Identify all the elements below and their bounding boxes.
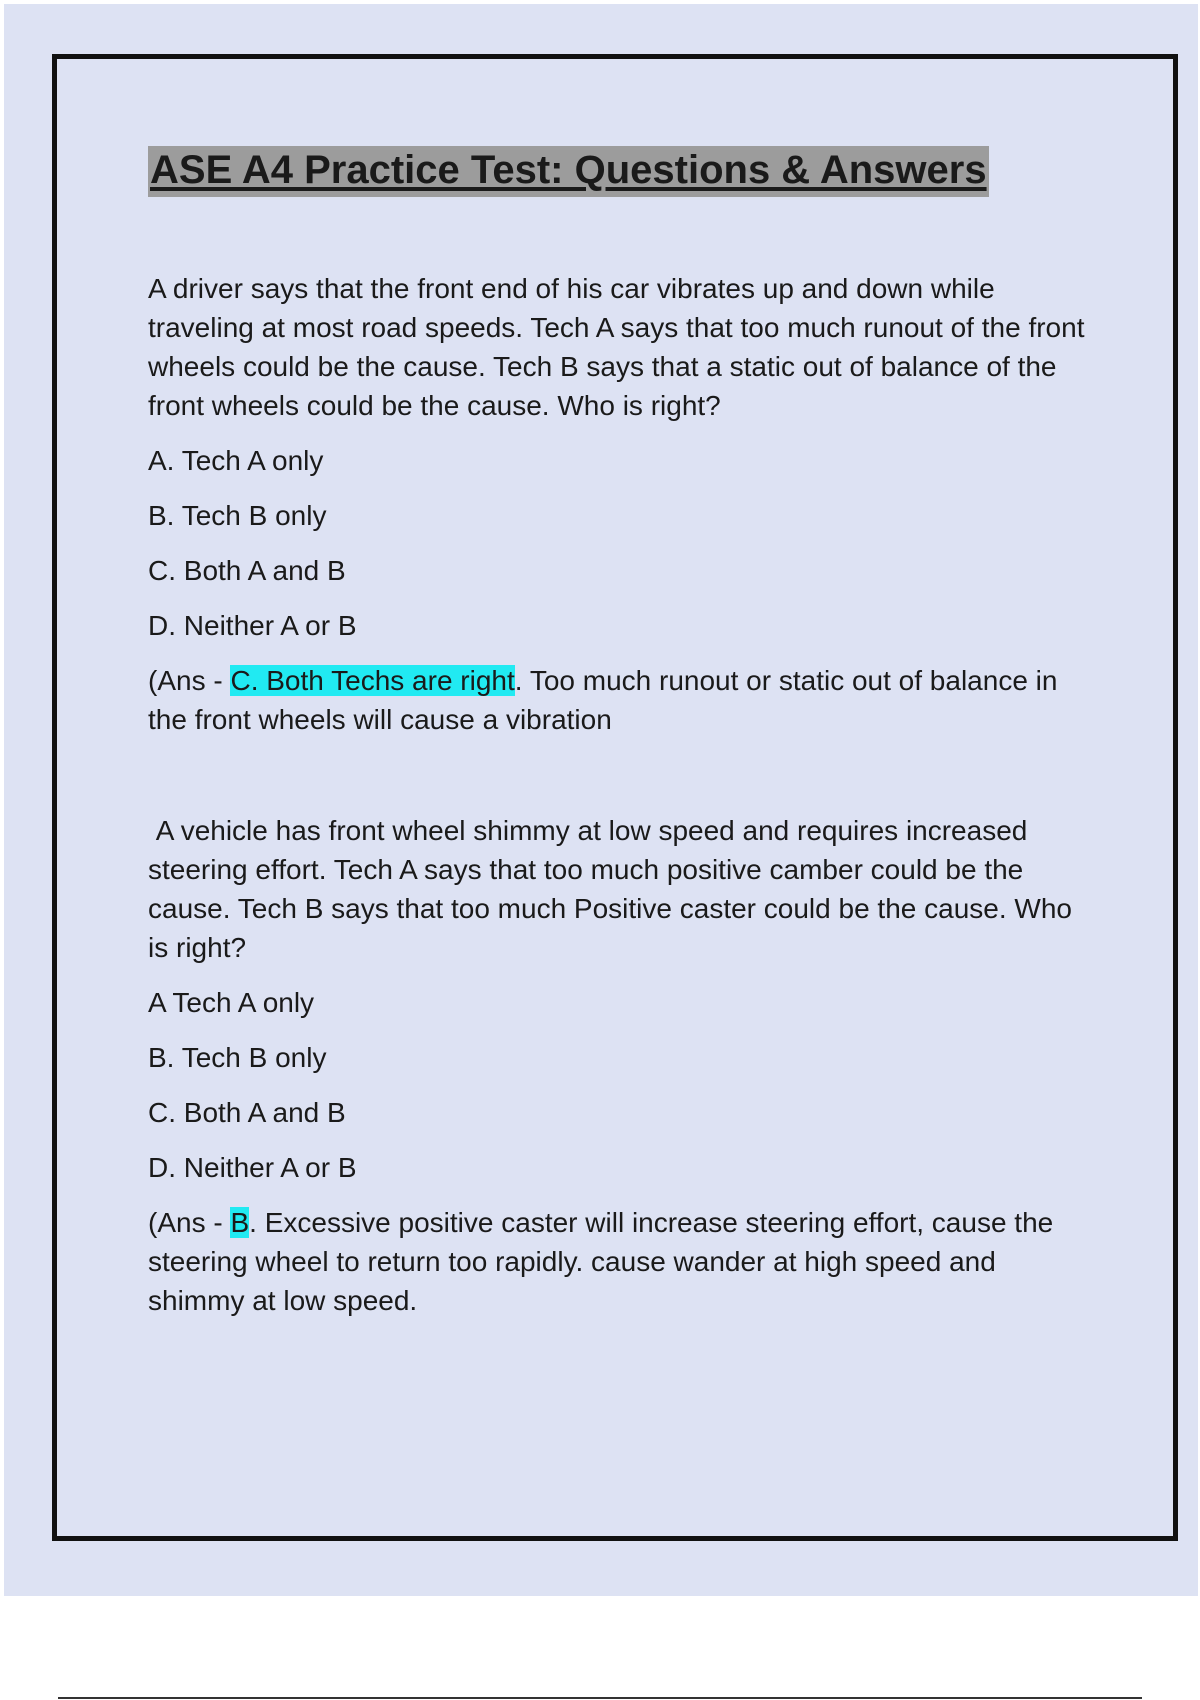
option-a: A Tech A only [148, 987, 315, 1018]
option-b: B. Tech B only [148, 500, 327, 531]
option-d: D. Neither A or B [148, 1152, 357, 1183]
answer-highlight: B [230, 1207, 250, 1238]
option-d: D. Neither A or B [148, 610, 357, 641]
question-text: A vehicle has front wheel shimmy at low speed and requires increased steering effort. Tech A says that too much positive camber could be the cause. Tech B says that too much Positive caster could be the cause. Who is right? [148, 815, 1080, 963]
bottom-divider [58, 1697, 1142, 1699]
question-block-1 [148, 269, 1088, 739]
question-block-2 [148, 811, 1088, 1320]
document-title: ASE A4 Practice Test: Questions & Answers [148, 146, 989, 197]
answer-highlight: C. Both Techs are right [230, 665, 515, 696]
answer-text [148, 1203, 1088, 1320]
answer-prefix: (Ans - [148, 665, 231, 696]
answer-explanation: . Too much runout or static out of balance in the front wheels will cause a vibration [148, 665, 1058, 735]
option-c: C. Both A and B [148, 555, 346, 586]
option-a: A. Tech A only [148, 445, 324, 476]
option-c: C. Both A and B [148, 1097, 346, 1128]
answer-text [148, 661, 1088, 739]
question-text: A driver says that the front end of his car vibrates up and down while traveling at most road speeds. Tech A says that too much runout of the front wheels could be the cause. Tech B says that a static out of balance of the front wheels could be the cause. Who is right? [148, 273, 1085, 421]
option-b: B. Tech B only [148, 1042, 327, 1073]
answer-prefix: (Ans - [148, 1207, 231, 1238]
answer-explanation: . Excessive positive caster will increase steering effort, cause the steering wheel to return too rapidly. cause wander at high speed and shimmy at low speed. [148, 1207, 1054, 1316]
document-content [148, 146, 1088, 1320]
